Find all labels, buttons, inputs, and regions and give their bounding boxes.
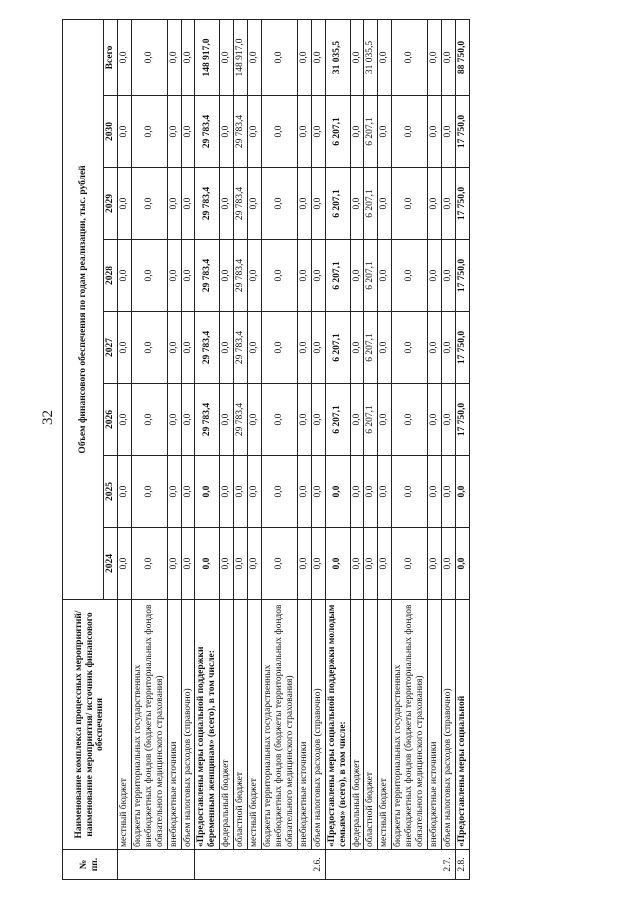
value-cell: 0,0 <box>441 456 455 528</box>
value-cell: 0,0 <box>428 96 442 168</box>
value-cell: 0,0 <box>195 456 220 528</box>
value-cell: 0,0 <box>455 456 469 528</box>
row-label: объем налоговых расходов (справочно) <box>311 600 325 850</box>
value-cell: 6 207,1 <box>364 312 378 384</box>
value-cell: 0,0 <box>311 96 325 168</box>
value-cell: 0,0 <box>131 312 167 384</box>
value-cell: 0,0 <box>350 456 364 528</box>
value-cell: 0,0 <box>131 19 167 95</box>
value-cell: 0,0 <box>392 240 428 312</box>
value-cell: 0,0 <box>378 240 392 312</box>
header-year: Всего <box>104 19 118 95</box>
value-cell: 0,0 <box>131 96 167 168</box>
table-row <box>167 19 181 879</box>
value-cell: 29 783,4 <box>195 168 220 240</box>
value-cell: 0,0 <box>167 19 181 95</box>
table-row <box>325 19 350 879</box>
value-cell: 0,0 <box>350 240 364 312</box>
value-cell: 0,0 <box>248 19 262 95</box>
value-cell: 0,0 <box>441 240 455 312</box>
value-cell: 0,0 <box>392 168 428 240</box>
value-cell: 0,0 <box>297 168 311 240</box>
value-cell: 29 783,4 <box>195 96 220 168</box>
value-cell: 17 750,0 <box>455 240 469 312</box>
value-cell: 6 207,1 <box>364 240 378 312</box>
value-cell: 0,0 <box>428 19 442 95</box>
value-cell: 0,0 <box>220 456 234 528</box>
value-cell: 0,0 <box>117 528 131 600</box>
table-row <box>248 19 262 879</box>
value-cell: 0,0 <box>378 312 392 384</box>
row-label: местный бюджет <box>117 600 131 850</box>
row-number <box>117 850 195 880</box>
value-cell: 0,0 <box>428 168 442 240</box>
value-cell: 0,0 <box>428 456 442 528</box>
value-cell: 0,0 <box>220 19 234 95</box>
row-label: «Предоставлены меры социальной поддержки беременным женщинам» (всего), в том числе: <box>195 600 220 850</box>
value-cell: 17 750,0 <box>455 312 469 384</box>
value-cell: 0,0 <box>392 312 428 384</box>
row-label: областной бюджет <box>234 600 248 850</box>
header-year: 2028 <box>104 240 118 312</box>
header-year: 2030 <box>104 96 118 168</box>
table-row <box>441 19 455 879</box>
value-cell: 0,0 <box>325 528 350 600</box>
value-cell: 0,0 <box>262 240 298 312</box>
value-cell: 0,0 <box>378 456 392 528</box>
value-cell: 6 207,1 <box>364 96 378 168</box>
value-cell: 0,0 <box>297 384 311 456</box>
value-cell: 6 207,1 <box>364 168 378 240</box>
row-label: внебюджетные источники <box>297 600 311 850</box>
value-cell: 0,0 <box>248 168 262 240</box>
value-cell: 17 750,0 <box>455 96 469 168</box>
value-cell: 6 207,1 <box>325 168 350 240</box>
row-label: бюджеты территориальных государственных внебюджетных фондов (бюджеты территориальных фондов обязательного медицинского страхования) <box>262 600 298 850</box>
value-cell: 148 917,0 <box>234 19 248 95</box>
table-row <box>378 19 392 879</box>
value-cell: 0,0 <box>167 168 181 240</box>
value-cell: 0,0 <box>167 384 181 456</box>
value-cell: 0,0 <box>117 456 131 528</box>
value-cell: 0,0 <box>297 528 311 600</box>
row-label: местный бюджет <box>378 600 392 850</box>
value-cell: 31 035,5 <box>325 19 350 95</box>
value-cell: 0,0 <box>117 96 131 168</box>
value-cell: 0,0 <box>441 168 455 240</box>
financing-table <box>62 19 470 880</box>
value-cell: 0,0 <box>392 456 428 528</box>
table-row <box>350 19 364 879</box>
value-cell: 0,0 <box>220 384 234 456</box>
value-cell: 0,0 <box>441 528 455 600</box>
value-cell: 0,0 <box>220 240 234 312</box>
table-header <box>63 19 118 879</box>
value-cell: 0,0 <box>181 168 195 240</box>
value-cell: 31 035,5 <box>364 19 378 95</box>
value-cell: 0,0 <box>378 384 392 456</box>
value-cell: 0,0 <box>311 312 325 384</box>
value-cell: 0,0 <box>167 96 181 168</box>
table-row <box>220 19 234 879</box>
value-cell: 6 207,1 <box>325 312 350 384</box>
row-label: «Предоставлены меры социальной <box>455 600 469 850</box>
page-number: 32 <box>40 410 56 425</box>
value-cell: 17 750,0 <box>455 168 469 240</box>
value-cell: 0,0 <box>350 528 364 600</box>
value-cell: 0,0 <box>364 528 378 600</box>
value-cell: 0,0 <box>117 240 131 312</box>
row-label: федеральный бюджет <box>220 600 234 850</box>
value-cell: 29 783,4 <box>234 240 248 312</box>
value-cell: 0,0 <box>117 168 131 240</box>
table-row <box>181 19 195 879</box>
value-cell: 29 783,4 <box>234 168 248 240</box>
value-cell: 0,0 <box>181 384 195 456</box>
value-cell: 0,0 <box>248 456 262 528</box>
value-cell: 0,0 <box>220 96 234 168</box>
value-cell: 0,0 <box>392 19 428 95</box>
row-label: бюджеты территориальных государственных внебюджетных фондов (бюджеты территориальных фондов обязательного медицинского страхования) <box>392 600 428 850</box>
value-cell: 6 207,1 <box>364 384 378 456</box>
value-cell: 148 917,0 <box>195 19 220 95</box>
row-label: областной бюджет <box>364 600 378 850</box>
table-row <box>195 19 220 879</box>
value-cell: 0,0 <box>311 384 325 456</box>
value-cell: 0,0 <box>181 528 195 600</box>
value-cell: 0,0 <box>428 528 442 600</box>
row-number: 2.6. <box>195 850 325 880</box>
value-cell: 0,0 <box>311 240 325 312</box>
value-cell: 0,0 <box>297 240 311 312</box>
value-cell: 0,0 <box>262 528 298 600</box>
row-label: объем налоговых расходов (справочно) <box>181 600 195 850</box>
table-row <box>117 19 131 879</box>
value-cell: 0,0 <box>441 312 455 384</box>
value-cell: 0,0 <box>455 528 469 600</box>
value-cell: 6 207,1 <box>325 96 350 168</box>
row-number: 2.7. <box>325 850 455 880</box>
value-cell: 0,0 <box>181 312 195 384</box>
value-cell: 0,0 <box>262 19 298 95</box>
value-cell: 0,0 <box>378 96 392 168</box>
table-row <box>262 19 298 879</box>
header-year: 2027 <box>104 312 118 384</box>
row-number: 2.8. <box>455 850 469 880</box>
value-cell: 0,0 <box>248 312 262 384</box>
table-row <box>297 19 311 879</box>
value-cell: 0,0 <box>262 96 298 168</box>
value-cell: 0,0 <box>364 456 378 528</box>
value-cell: 0,0 <box>311 456 325 528</box>
table-row <box>131 19 167 879</box>
value-cell: 0,0 <box>428 240 442 312</box>
value-cell: 0,0 <box>428 312 442 384</box>
value-cell: 0,0 <box>297 456 311 528</box>
rotated-table-container <box>62 20 632 880</box>
table-body <box>117 19 469 879</box>
row-label: «Предоставлены меры социальной поддержки молодым семьям» (всего), в том числе: <box>325 600 350 850</box>
value-cell: 0,0 <box>311 19 325 95</box>
value-cell: 0,0 <box>234 456 248 528</box>
value-cell: 0,0 <box>297 19 311 95</box>
value-cell: 0,0 <box>117 384 131 456</box>
value-cell: 0,0 <box>248 384 262 456</box>
value-cell: 0,0 <box>220 528 234 600</box>
table-row <box>392 19 428 879</box>
value-cell: 0,0 <box>392 96 428 168</box>
value-cell: 0,0 <box>131 168 167 240</box>
table-row <box>311 19 325 879</box>
value-cell: 0,0 <box>131 528 167 600</box>
value-cell: 29 783,4 <box>195 240 220 312</box>
value-cell: 0,0 <box>350 19 364 95</box>
value-cell: 0,0 <box>262 456 298 528</box>
value-cell: 0,0 <box>441 19 455 95</box>
value-cell: 29 783,4 <box>234 312 248 384</box>
header-year: 2026 <box>104 384 118 456</box>
value-cell: 0,0 <box>392 528 428 600</box>
header-year: 2025 <box>104 456 118 528</box>
value-cell: 0,0 <box>378 528 392 600</box>
value-cell: 0,0 <box>220 168 234 240</box>
value-cell: 0,0 <box>325 456 350 528</box>
row-label: внебюджетные источники <box>428 600 442 850</box>
value-cell: 0,0 <box>441 96 455 168</box>
row-label: бюджеты территориальных государственных внебюджетных фондов (бюджеты территориальных фондов обязательного медицинского страхования) <box>131 600 167 850</box>
value-cell: 0,0 <box>350 384 364 456</box>
value-cell: 0,0 <box>262 312 298 384</box>
value-cell: 0,0 <box>181 19 195 95</box>
value-cell: 0,0 <box>297 312 311 384</box>
value-cell: 0,0 <box>297 96 311 168</box>
value-cell: 29 783,4 <box>234 96 248 168</box>
value-cell: 29 783,4 <box>195 312 220 384</box>
table-row <box>428 19 442 879</box>
value-cell: 0,0 <box>234 528 248 600</box>
value-cell: 17 750,0 <box>455 384 469 456</box>
value-cell: 0,0 <box>392 384 428 456</box>
value-cell: 0,0 <box>248 96 262 168</box>
value-cell: 0,0 <box>131 240 167 312</box>
row-label: объем налоговых расходов (справочно) <box>441 600 455 850</box>
table-row <box>234 19 248 879</box>
value-cell: 0,0 <box>167 312 181 384</box>
value-cell: 0,0 <box>195 528 220 600</box>
row-label: местный бюджет <box>248 600 262 850</box>
value-cell: 0,0 <box>117 19 131 95</box>
header-num: № пп. <box>63 850 118 880</box>
row-label: внебюджетные источники <box>167 600 181 850</box>
value-cell: 88 750,0 <box>455 19 469 95</box>
value-cell: 6 207,1 <box>325 240 350 312</box>
value-cell: 29 783,4 <box>234 384 248 456</box>
value-cell: 0,0 <box>181 456 195 528</box>
table-row <box>364 19 378 879</box>
value-cell: 0,0 <box>350 168 364 240</box>
row-label: федеральный бюджет <box>350 600 364 850</box>
header-name: Наименование комплекса процессных мероприятий/наименование мероприятия/ источник финансового обеспечения <box>63 600 118 850</box>
value-cell: 0,0 <box>311 168 325 240</box>
value-cell: 0,0 <box>428 384 442 456</box>
value-cell: 0,0 <box>350 312 364 384</box>
value-cell: 0,0 <box>131 384 167 456</box>
value-cell: 6 207,1 <box>325 384 350 456</box>
value-cell: 0,0 <box>248 528 262 600</box>
value-cell: 0,0 <box>248 240 262 312</box>
value-cell: 0,0 <box>220 312 234 384</box>
value-cell: 0,0 <box>441 384 455 456</box>
value-cell: 0,0 <box>131 456 167 528</box>
value-cell: 0,0 <box>181 240 195 312</box>
value-cell: 0,0 <box>181 96 195 168</box>
value-cell: 0,0 <box>378 19 392 95</box>
value-cell: 0,0 <box>167 456 181 528</box>
header-year: 2029 <box>104 168 118 240</box>
table-row <box>455 19 469 879</box>
value-cell: 0,0 <box>117 312 131 384</box>
header-group: Объем финансового обеспечения по годам реализации, тыс. рублей <box>63 19 104 599</box>
value-cell: 0,0 <box>378 168 392 240</box>
value-cell: 0,0 <box>262 168 298 240</box>
value-cell: 0,0 <box>311 528 325 600</box>
value-cell: 0,0 <box>167 240 181 312</box>
value-cell: 29 783,4 <box>195 384 220 456</box>
value-cell: 0,0 <box>350 96 364 168</box>
value-cell: 0,0 <box>167 528 181 600</box>
header-year: 2024 <box>104 528 118 600</box>
value-cell: 0,0 <box>262 384 298 456</box>
